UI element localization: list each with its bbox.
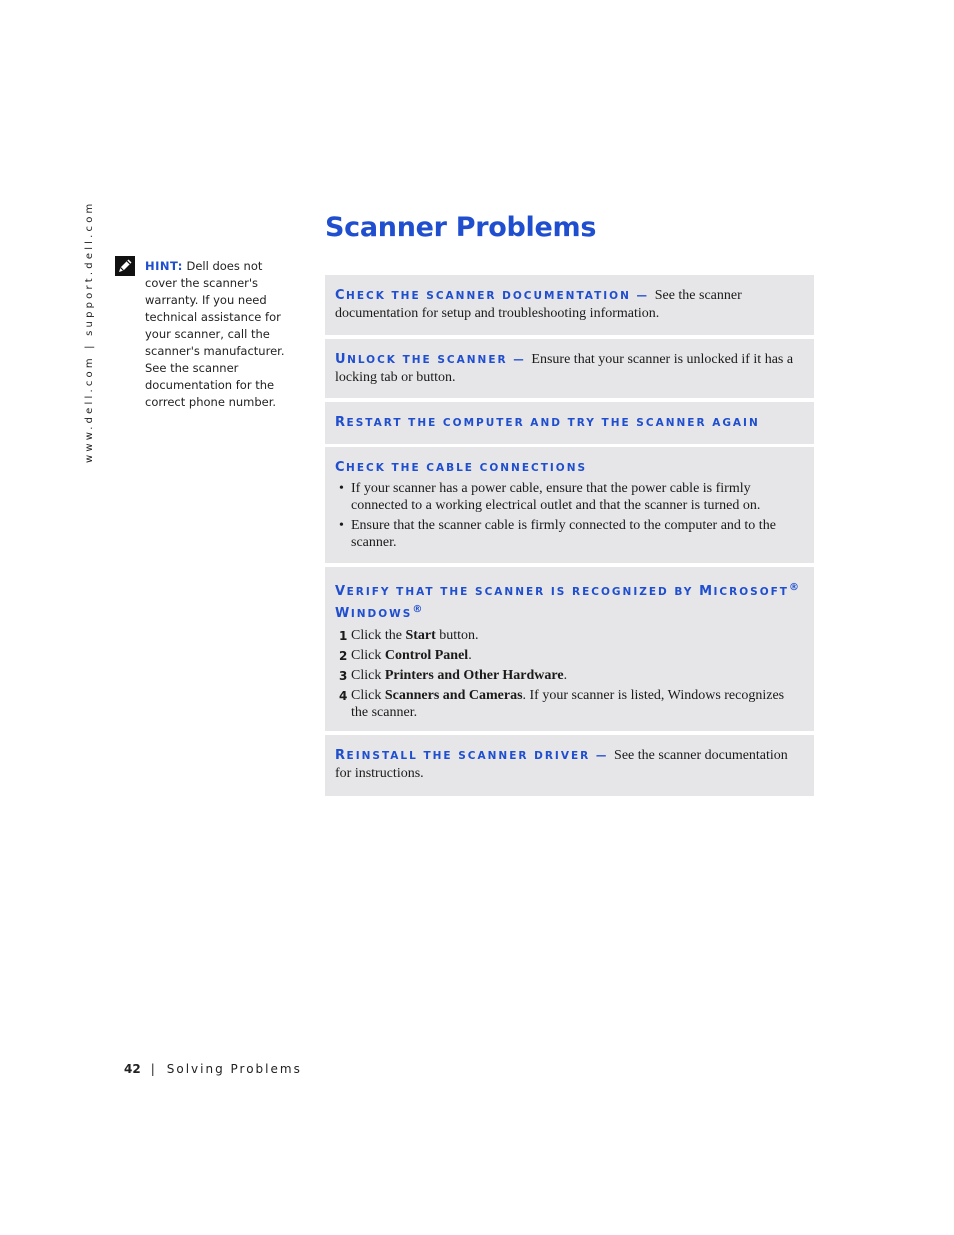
section-restart-computer [325, 402, 814, 444]
section-check-documentation [325, 275, 814, 335]
sidebar-url: www.dell.com | support.dell.com [84, 200, 95, 463]
list-item: • If your scanner has a power cable, ensure that the power cable is firmly connected to a working electrical outlet and that the scanner is turned on. [335, 480, 804, 514]
section-cable-connections [325, 447, 814, 563]
hint-text: Dell does not cover the scanner's warranty. If you need technical assistance for your scanner, call the scanner's manufacturer. See the scanner documentation for the correct phone number. [145, 259, 285, 409]
footer-separator: | [150, 1062, 155, 1076]
list-item: 1 Click the Start button. [339, 628, 479, 643]
section-text: Ensure that your scanner is unlocked if it has a locking tab or button. [335, 352, 794, 385]
hint-note [145, 258, 290, 411]
section-reinstall-driver [325, 735, 814, 796]
section-heading: CHECK THE SCANNER DOCUMENTATION — [335, 288, 655, 303]
bullet-list [335, 480, 804, 551]
pencil-note-icon [115, 256, 135, 276]
list-item: 4 Click Scanners and Cameras. If your scanner is listed, Windows recognizes the scanner. [339, 688, 785, 720]
hint-label: HINT: [145, 259, 183, 273]
section-heading: VERIFY THAT THE SCANNER IS RECOGNIZED BY MICROSOFT® WINDOWS® [335, 582, 799, 621]
list-item: 3 Click Printers and Other Hardware. [339, 668, 568, 683]
page-footer [124, 1062, 302, 1076]
steps-list [335, 627, 804, 721]
section-heading: UNLOCK THE SCANNER — [335, 352, 532, 367]
list-item: • Ensure that the scanner cable is firmly connected to the computer and to the scanner. [335, 517, 804, 551]
section-unlock-scanner [325, 339, 814, 398]
page-title: Scanner Problems [325, 212, 597, 243]
page-number: 42 [124, 1062, 141, 1076]
section-heading: CHECK THE CABLE CONNECTIONS [335, 460, 588, 475]
section-text: See the scanner documentation for instructions. [335, 748, 788, 781]
section-text: See the scanner documentation for setup and troubleshooting information. [335, 288, 742, 321]
section-heading: RESTART THE COMPUTER AND TRY THE SCANNER AGAIN [335, 415, 760, 430]
footer-section-title: Solving Problems [166, 1062, 302, 1076]
list-item: 2 Click Control Panel. [339, 648, 472, 663]
section-heading: REINSTALL THE SCANNER DRIVER — [335, 748, 615, 763]
section-verify-recognized [325, 567, 814, 731]
